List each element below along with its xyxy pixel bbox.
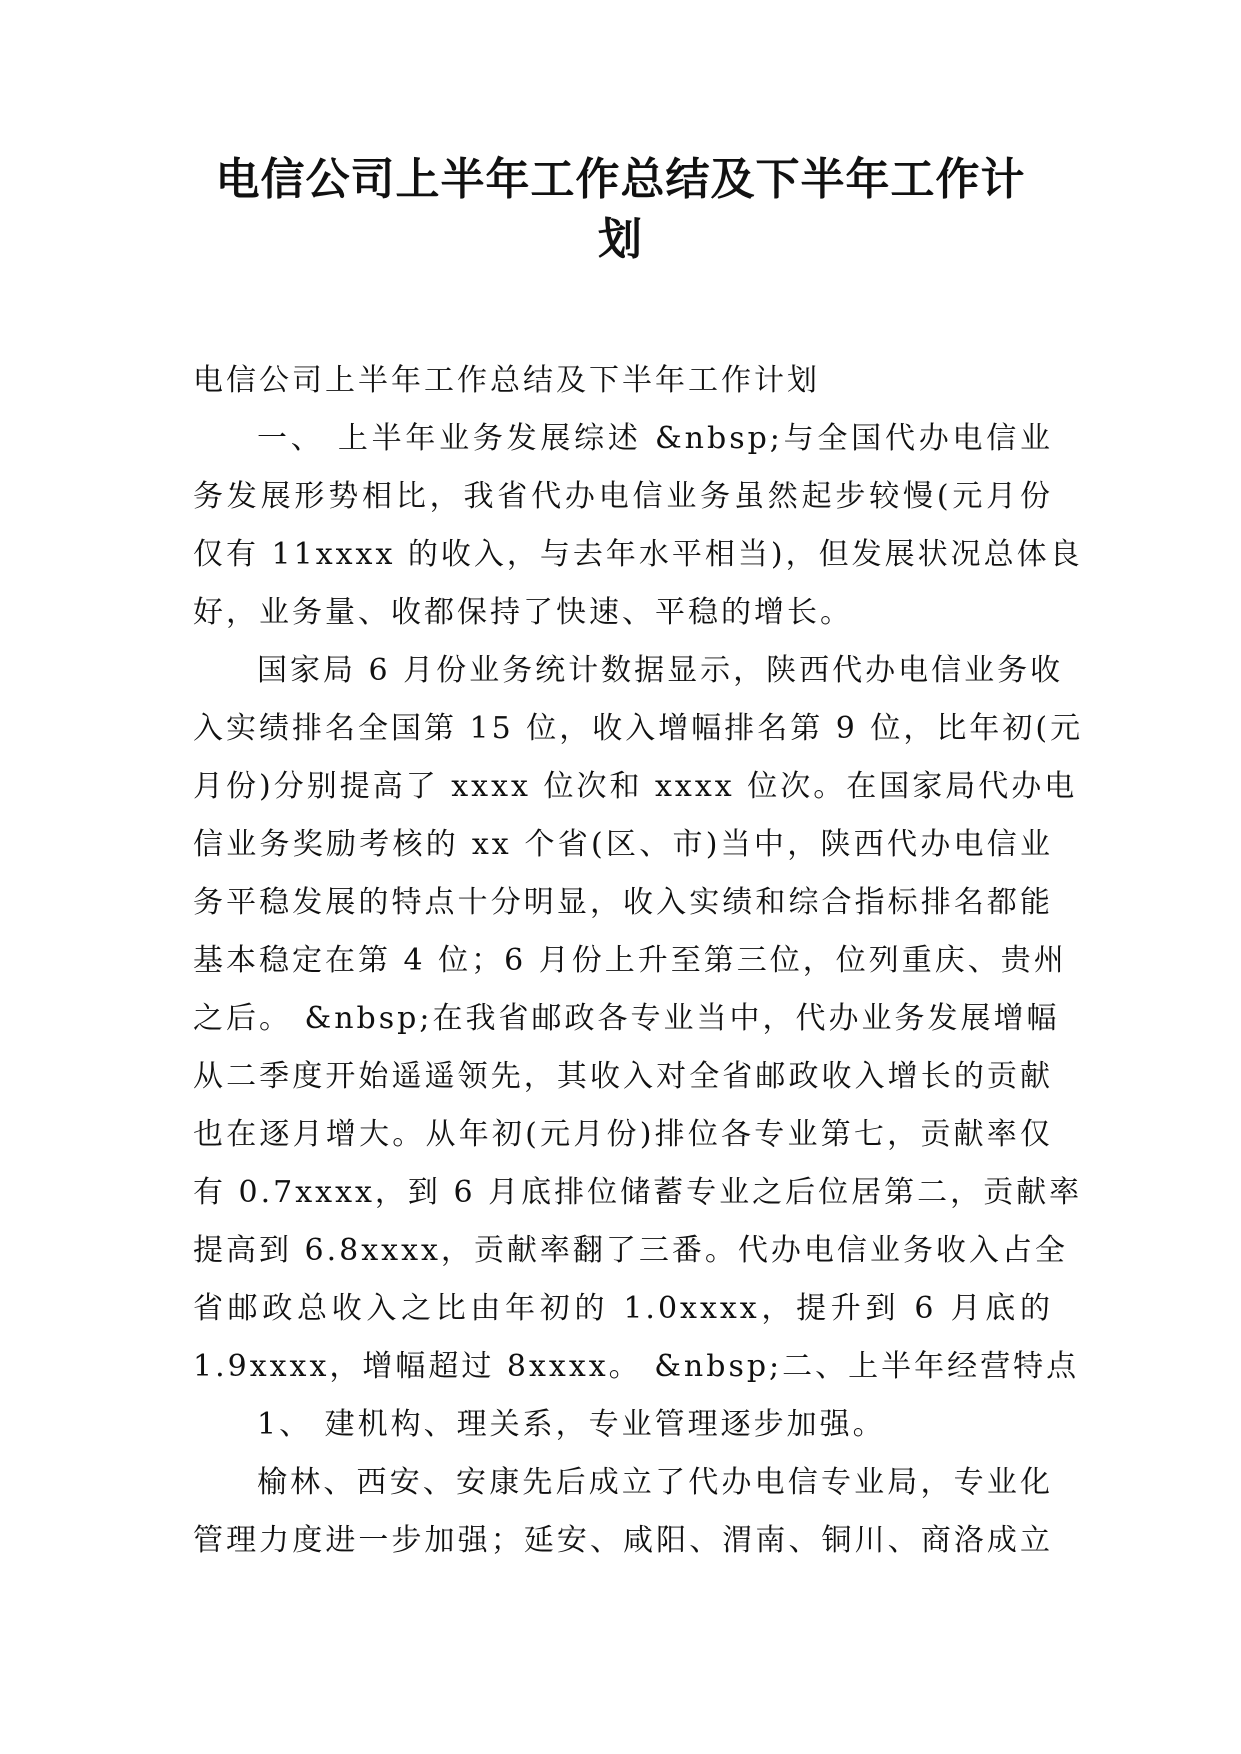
body-line: 基本稳定在第 4 位；6 月份上升至第三位，位列重庆、贵州 [193, 943, 1067, 978]
title-line: 划 [598, 214, 643, 265]
body-line: 信业务奖励考核的 xx 个省(区、市)当中，陕西代办电信业 [193, 827, 1053, 862]
body-line: 之后。 &nbsp;在我省邮政各专业当中，代办业务发展增幅 [193, 1001, 1060, 1036]
title-line: 电信公司上半年工作总结及下半年工作计 [215, 154, 1026, 205]
body-line: 国家局 6 月份业务统计数据显示，陕西代办电信业务收 [257, 653, 1064, 688]
body-line: 从二季度开始遥遥领先，其收入对全省邮政收入增长的贡献 [193, 1059, 1053, 1094]
body-line: 1.9xxxx，增幅超过 8xxxx。 &nbsp;二、上半年经营特点 [193, 1349, 1080, 1384]
body-line: 务平稳发展的特点十分明显，收入实绩和综合指标排名都能 [193, 885, 1053, 920]
subtitle-line: 电信公司上半年工作总结及下半年工作计划 [193, 363, 820, 398]
body-line: 榆林、西安、安康先后成立了代办电信专业局，专业化 [257, 1465, 1053, 1500]
section-heading: 1、 建机构、理关系，专业管理逐步加强。 [257, 1407, 886, 1442]
document-title [150, 150, 1091, 270]
document-body [193, 352, 1084, 1570]
body-line: 仅有 11xxxx 的收入，与去年水平相当)，但发展状况总体良 [193, 537, 1083, 572]
body-line: 省邮政总收入之比由年初的 1.0xxxx，提升到 6 月底的 [193, 1291, 1053, 1326]
body-line: 也在逐月增大。从年初(元月份)排位各专业第七，贡献率仅 [193, 1117, 1053, 1152]
body-line: 提高到 6.8xxxx，贡献率翻了三番。代办电信业务收入占全 [193, 1233, 1068, 1268]
body-line: 管理力度进一步加强；延安、咸阳、渭南、铜川、商洛成立 [193, 1523, 1053, 1558]
body-line: 务发展形势相比，我省代办电信业务虽然起步较慢(元月份 [193, 479, 1053, 514]
body-line: 有 0.7xxxx，到 6 月底排位储蓄专业之后位居第二，贡献率 [193, 1175, 1083, 1210]
body-line: 月份)分别提高了 xxxx 位次和 xxxx 位次。在国家局代办电 [193, 769, 1078, 804]
body-line: 一、 上半年业务发展综述 &nbsp;与全国代办电信业 [257, 421, 1053, 456]
body-line: 入实绩排名全国第 15 位，收入增幅排名第 9 位，比年初(元 [193, 711, 1084, 746]
body-line: 好，业务量、收都保持了快速、平稳的增长。 [193, 595, 853, 630]
